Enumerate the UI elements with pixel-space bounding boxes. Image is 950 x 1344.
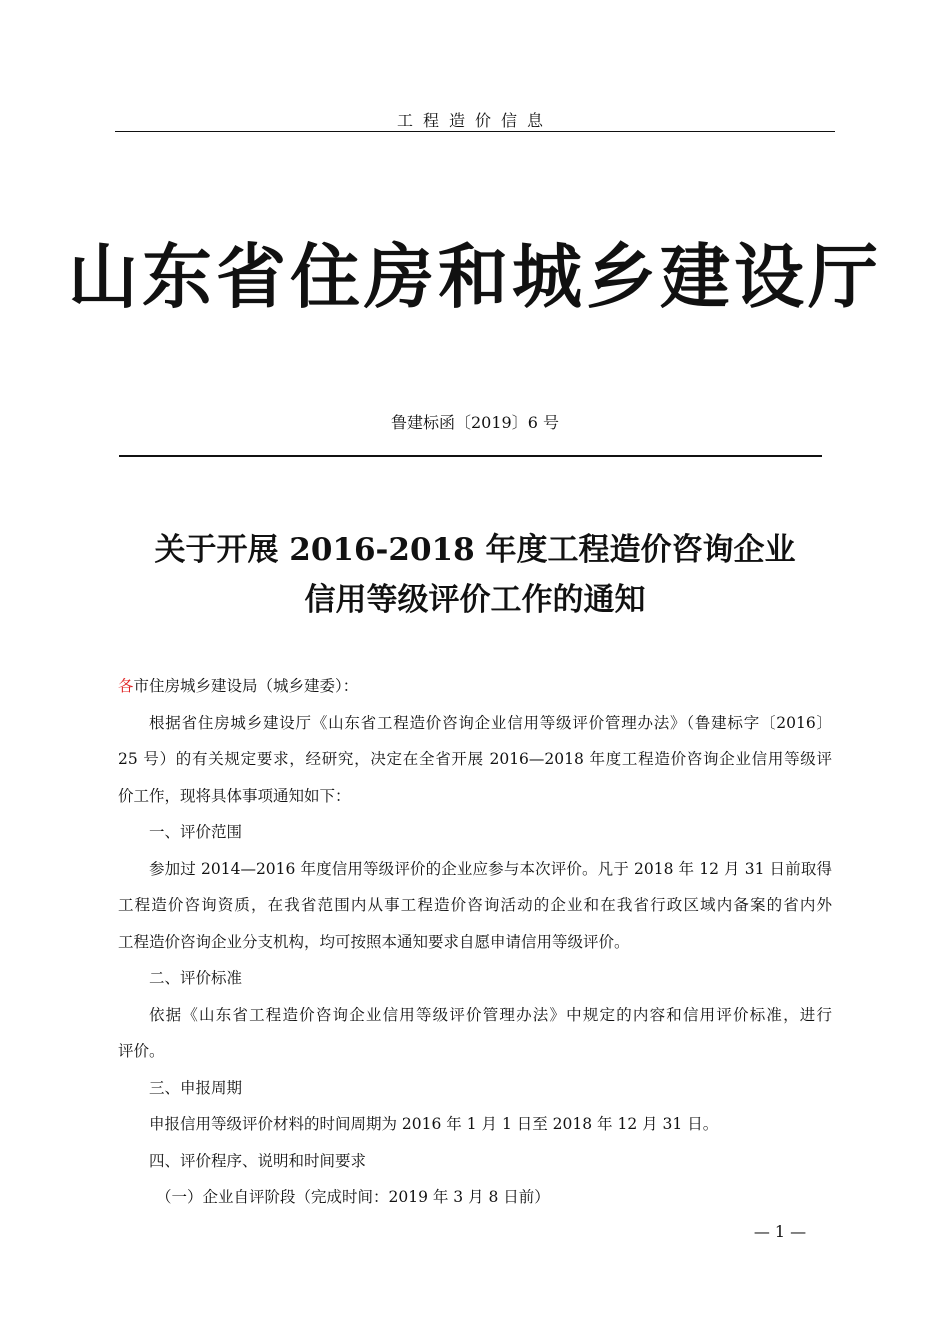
paragraph-2-line-1: 参加过 2014—2016 年度信用等级评价的企业应参与本次评价。凡于 2018 年 12 月 31 日前取得 [149, 859, 832, 878]
masthead-rule [119, 455, 822, 457]
salutation-first-char: 各 [118, 677, 134, 695]
subsection-heading-self-evaluation: （一）企业自评阶段（完成时间：2019 年 3 月 8 日前） [156, 1188, 550, 1206]
document-title-line-2: 信用等级评价工作的通知 [304, 582, 646, 618]
document-body [118, 668, 832, 1216]
salutation-text: 市住房城乡建设局（城乡建委）： [133, 677, 359, 695]
masthead-org-name: 山东省住房和城乡建设厅 [68, 235, 882, 318]
page-number: — 1 — [753, 1222, 807, 1241]
paragraph-4: 申报信用等级评价材料的时间周期为 2016 年 1 月 1 日至 2018 年 12 月 31 日。 [149, 1115, 719, 1133]
paragraph-1-line-3: 价工作，现将具体事项通知如下： [118, 786, 351, 805]
document-title-line-1: 关于开展 2016-2018 年度工程造价咨询企业 [154, 532, 796, 568]
paragraph-1-line-2: 25 号）的有关规定要求，经研究，决定在全省开展 2016—2018 年度工程造价咨询企业信用等级评 [118, 750, 832, 768]
section-heading-scope: 一、评价范围 [149, 823, 243, 841]
paragraph-2-line-3: 工程造价咨询企业分支机构，均可按照本通知要求自愿申请信用等级评价。 [118, 932, 630, 951]
section-heading-standard: 二、评价标准 [149, 969, 243, 987]
section-heading-period: 三、申报周期 [149, 1078, 243, 1097]
running-header: 工程造价信息 [396, 111, 553, 130]
header-rule [115, 131, 835, 132]
paragraph-3-line-2: 评价。 [118, 1042, 165, 1060]
paragraph-2-line-2: 工程造价咨询资质，在我省范围内从事工程造价咨询活动的企业和在我省行政区域内备案的省内外 [118, 896, 832, 914]
salutation [118, 668, 832, 705]
document-number: 鲁建标函〔2019〕6 号 [391, 413, 559, 432]
paragraph-1-line-1: 根据省住房城乡建设厅《山东省工程造价咨询企业信用等级评价管理办法》（鲁建标字〔2016〕 [149, 713, 832, 732]
section-heading-procedure: 四、评价程序、说明和时间要求 [149, 1151, 367, 1170]
paragraph-3-line-1: 依据《山东省工程造价咨询企业信用等级评价管理办法》中规定的内容和信用评价标准，进行 [149, 1005, 832, 1024]
document-title [100, 525, 850, 625]
